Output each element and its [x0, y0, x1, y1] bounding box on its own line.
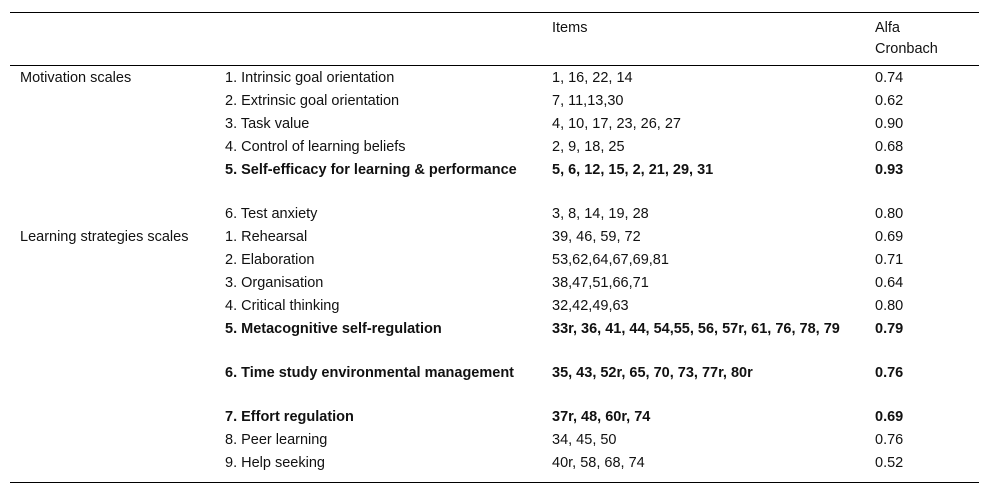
alpha-value: 0.76 [875, 365, 904, 381]
scale-name: 2. Elaboration [225, 252, 315, 268]
scale-name: 6. Time study environmental management [225, 365, 515, 381]
table-row [10, 273, 979, 296]
table-header [10, 13, 979, 66]
table-row [10, 453, 979, 476]
items-list: 5, 6, 12, 15, 2, 21, 29, 31 [552, 162, 714, 178]
items-list: 53,62,64,67,69,81 [552, 252, 669, 268]
scale-name: 9. Help seeking [225, 455, 325, 471]
table-row [10, 160, 979, 204]
items-list: 33r, 36, 41, 44, 54,55, 56, 57r, 61, 76, 78, 79 [552, 321, 840, 337]
table-row [10, 204, 979, 227]
alpha-value: 0.76 [875, 432, 904, 448]
header-alpha [875, 18, 955, 60]
header-items: Items [552, 20, 588, 36]
table-row [10, 319, 979, 363]
items-list: 39, 46, 59, 72 [552, 229, 641, 245]
scale-name: 3. Organisation [225, 275, 324, 291]
items-list: 7, 11,13,30 [552, 93, 624, 109]
items-list: 3, 8, 14, 19, 28 [552, 206, 649, 222]
scale-name: 2. Extrinsic goal orientation [225, 93, 400, 109]
alpha-value: 0.62 [875, 93, 904, 109]
items-list: 37r, 48, 60r, 74 [552, 409, 651, 425]
table-body [10, 68, 979, 482]
items-list: 35, 43, 52r, 65, 70, 73, 77r, 80r [552, 365, 753, 381]
scale-name: 5. Self-efficacy for learning & performance [225, 162, 517, 178]
scale-name: 5. Metacognitive self-regulation [225, 321, 442, 337]
table-row [10, 430, 979, 453]
group-label: Learning strategies scales [20, 229, 189, 245]
alpha-value: 0.64 [875, 275, 904, 291]
scale-name: 3. Task value [225, 116, 310, 132]
scale-name: 4. Control of learning beliefs [225, 139, 406, 155]
table-row [10, 296, 979, 319]
alpha-value: 0.80 [875, 206, 904, 222]
reliability-table [10, 12, 979, 483]
scale-name: 7. Effort regulation [225, 409, 354, 425]
items-list: 38,47,51,66,71 [552, 275, 649, 291]
table-row [10, 227, 979, 250]
items-list: 34, 45, 50 [552, 432, 617, 448]
scale-name: 8. Peer learning [225, 432, 328, 448]
header-alpha-line2: Cronbach [875, 41, 938, 57]
items-list: 32,42,49,63 [552, 298, 629, 314]
alpha-value: 0.52 [875, 455, 904, 471]
items-list: 40r, 58, 68, 74 [552, 455, 645, 471]
scale-name: 1. Rehearsal [225, 229, 308, 245]
table-row [10, 250, 979, 273]
table-row [10, 363, 979, 407]
table-row [10, 407, 979, 430]
alpha-value: 0.69 [875, 229, 904, 245]
items-list: 1, 16, 22, 14 [552, 70, 633, 86]
items-list: 4, 10, 17, 23, 26, 27 [552, 116, 681, 132]
scale-name: 1. Intrinsic goal orientation [225, 70, 395, 86]
table-row [10, 114, 979, 137]
header-alpha-line1: Alfa [875, 20, 900, 36]
scale-name: 4. Critical thinking [225, 298, 340, 314]
group-label: Motivation scales [20, 70, 132, 86]
table-row [10, 68, 979, 91]
alpha-value: 0.74 [875, 70, 904, 86]
alpha-value: 0.68 [875, 139, 904, 155]
alpha-value: 0.93 [875, 162, 904, 178]
alpha-value: 0.80 [875, 298, 904, 314]
table-row [10, 137, 979, 160]
alpha-value: 0.90 [875, 116, 904, 132]
table-row [10, 91, 979, 114]
scale-name: 6. Test anxiety [225, 206, 318, 222]
alpha-value: 0.69 [875, 409, 904, 425]
alpha-value: 0.79 [875, 321, 904, 337]
alpha-value: 0.71 [875, 252, 904, 268]
items-list: 2, 9, 18, 25 [552, 139, 625, 155]
